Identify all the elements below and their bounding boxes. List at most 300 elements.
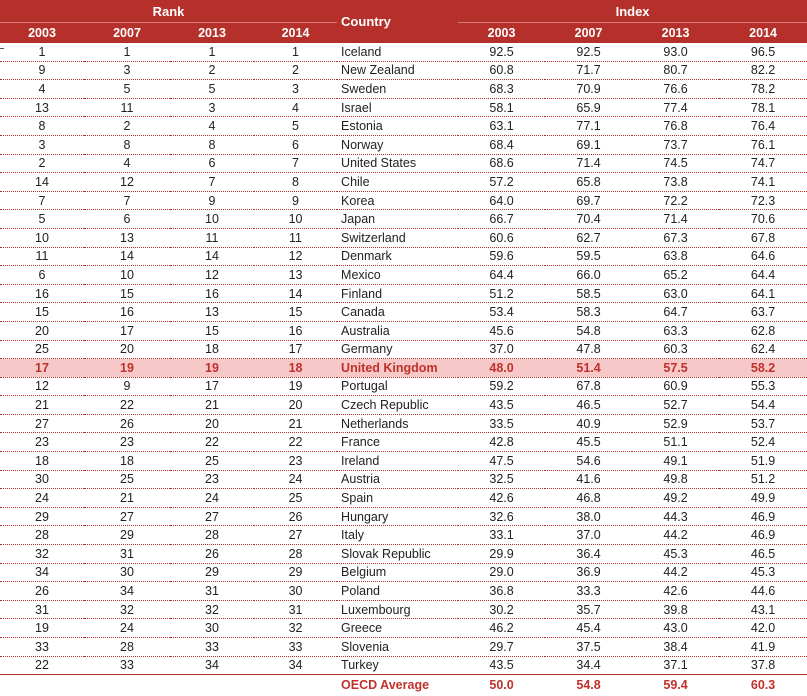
index-cell: 49.2 xyxy=(632,489,719,508)
rank-cell: 34 xyxy=(0,563,84,582)
rank-cell: 11 xyxy=(254,228,337,247)
index-cell: 76.6 xyxy=(632,80,719,99)
table-row xyxy=(0,582,807,601)
rank-cell: 2 xyxy=(170,61,254,80)
index-cell: 54.6 xyxy=(545,452,632,471)
table-row xyxy=(0,98,807,117)
rank-cell: 15 xyxy=(254,303,337,322)
index-year-header: 2003 xyxy=(458,23,545,43)
rank-cell: 12 xyxy=(254,247,337,266)
index-cell: 71.4 xyxy=(632,210,719,229)
country-cell: Spain xyxy=(337,489,458,508)
index-cell: 66.7 xyxy=(458,210,545,229)
rank-cell: 19 xyxy=(170,359,254,378)
index-cell: 72.3 xyxy=(719,191,807,210)
rank-cell: 28 xyxy=(254,545,337,564)
index-cell: 46.5 xyxy=(719,545,807,564)
index-year-header: 2014 xyxy=(719,23,807,43)
index-cell: 42.6 xyxy=(458,489,545,508)
table-row xyxy=(0,638,807,657)
index-cell: 49.9 xyxy=(719,489,807,508)
rank-cell: 24 xyxy=(254,470,337,489)
index-cell: 67.8 xyxy=(545,377,632,396)
index-cell: 70.4 xyxy=(545,210,632,229)
index-cell: 43.0 xyxy=(632,619,719,638)
rank-cell: 21 xyxy=(84,489,170,508)
country-cell: United States xyxy=(337,154,458,173)
index-cell: 69.1 xyxy=(545,135,632,154)
rank-group-header: Rank xyxy=(0,0,337,23)
index-cell: 82.2 xyxy=(719,61,807,80)
rank-cell: 18 xyxy=(0,452,84,471)
rank-cell: 32 xyxy=(84,600,170,619)
index-cell: 65.9 xyxy=(545,98,632,117)
country-cell: Belgium xyxy=(337,563,458,582)
rank-cell: 27 xyxy=(170,507,254,526)
index-cell: 47.8 xyxy=(545,340,632,359)
rank-cell: 25 xyxy=(254,489,337,508)
index-cell: 69.7 xyxy=(545,191,632,210)
rank-cell: 6 xyxy=(254,135,337,154)
table-row xyxy=(0,396,807,415)
index-cell: 46.2 xyxy=(458,619,545,638)
rank-cell: 16 xyxy=(170,284,254,303)
rank-cell: 17 xyxy=(170,377,254,396)
country-cell: Chile xyxy=(337,173,458,192)
index-cell: 76.1 xyxy=(719,135,807,154)
country-cell: Czech Republic xyxy=(337,396,458,415)
rank-cell: 29 xyxy=(170,563,254,582)
rank-cell: 29 xyxy=(84,526,170,545)
rank-cell: 24 xyxy=(170,489,254,508)
rank-cell: 7 xyxy=(0,191,84,210)
rank-cell: 16 xyxy=(0,284,84,303)
index-cell: 37.1 xyxy=(632,656,719,675)
index-cell: 40.9 xyxy=(545,414,632,433)
country-cell: Germany xyxy=(337,340,458,359)
rank-year-header: 2013 xyxy=(170,23,254,43)
country-cell: Israel xyxy=(337,98,458,117)
rank-cell: 31 xyxy=(254,600,337,619)
index-cell: 73.8 xyxy=(632,173,719,192)
table-row xyxy=(0,210,807,229)
rank-cell: 21 xyxy=(170,396,254,415)
rank-cell: 24 xyxy=(84,619,170,638)
country-cell: Estonia xyxy=(337,117,458,136)
index-cell: 39.8 xyxy=(632,600,719,619)
table-row xyxy=(0,600,807,619)
rank-cell: 31 xyxy=(170,582,254,601)
rank-cell: 22 xyxy=(0,656,84,675)
rank-year-header: 2007 xyxy=(84,23,170,43)
index-cell: 51.1 xyxy=(632,433,719,452)
empty-cell xyxy=(254,675,337,696)
rank-cell: 33 xyxy=(254,638,337,657)
rank-cell: 34 xyxy=(254,656,337,675)
index-cell: 62.4 xyxy=(719,340,807,359)
rank-cell: 32 xyxy=(0,545,84,564)
rank-cell: 25 xyxy=(84,470,170,489)
rank-cell: 11 xyxy=(170,228,254,247)
rank-cell: 16 xyxy=(84,303,170,322)
index-cell: 78.2 xyxy=(719,80,807,99)
rank-cell: 33 xyxy=(84,656,170,675)
table-row xyxy=(0,61,807,80)
rank-cell: 23 xyxy=(84,433,170,452)
rank-cell: 28 xyxy=(84,638,170,657)
rank-cell: 9 xyxy=(254,191,337,210)
rank-cell: 28 xyxy=(0,526,84,545)
table-row xyxy=(0,154,807,173)
country-cell: Turkey xyxy=(337,656,458,675)
rank-cell: 7 xyxy=(170,173,254,192)
index-cell: 29.9 xyxy=(458,545,545,564)
index-cell: 34.4 xyxy=(545,656,632,675)
country-cell: Slovak Republic xyxy=(337,545,458,564)
index-cell: 74.1 xyxy=(719,173,807,192)
index-cell: 58.2 xyxy=(719,359,807,378)
rank-cell: 13 xyxy=(170,303,254,322)
index-cell: 49.8 xyxy=(632,470,719,489)
rank-cell: 3 xyxy=(170,98,254,117)
index-cell: 45.6 xyxy=(458,321,545,340)
rank-cell: 26 xyxy=(0,582,84,601)
rank-cell: 20 xyxy=(84,340,170,359)
index-cell: 77.1 xyxy=(545,117,632,136)
index-cell: 43.1 xyxy=(719,600,807,619)
index-cell: 43.5 xyxy=(458,396,545,415)
rank-year-header: 2003 xyxy=(0,23,84,43)
rank-cell: 22 xyxy=(84,396,170,415)
rank-cell: 27 xyxy=(254,526,337,545)
index-cell: 29.7 xyxy=(458,638,545,657)
table-row xyxy=(0,545,807,564)
index-cell: 42.8 xyxy=(458,433,545,452)
index-cell: 76.8 xyxy=(632,117,719,136)
country-cell: Australia xyxy=(337,321,458,340)
rank-cell: 5 xyxy=(84,80,170,99)
rank-cell: 5 xyxy=(254,117,337,136)
rank-cell: 8 xyxy=(0,117,84,136)
average-index-cell: 59.4 xyxy=(632,675,719,696)
rank-cell: 15 xyxy=(170,321,254,340)
rank-cell: 4 xyxy=(0,80,84,99)
index-cell: 33.5 xyxy=(458,414,545,433)
index-cell: 65.8 xyxy=(545,173,632,192)
index-cell: 68.4 xyxy=(458,135,545,154)
index-cell: 64.4 xyxy=(458,266,545,285)
index-cell: 58.5 xyxy=(545,284,632,303)
table-row xyxy=(0,470,807,489)
rank-cell: 19 xyxy=(254,377,337,396)
rank-cell: 25 xyxy=(0,340,84,359)
rank-cell: 33 xyxy=(0,638,84,657)
index-cell: 80.7 xyxy=(632,61,719,80)
rank-cell: 17 xyxy=(0,359,84,378)
rank-cell: 10 xyxy=(84,266,170,285)
table-row xyxy=(0,43,807,62)
rank-cell: 12 xyxy=(0,377,84,396)
index-cell: 64.6 xyxy=(719,247,807,266)
index-cell: 37.8 xyxy=(719,656,807,675)
rank-cell: 2 xyxy=(84,117,170,136)
table-row xyxy=(0,340,807,359)
index-cell: 58.3 xyxy=(545,303,632,322)
rank-cell: 9 xyxy=(0,61,84,80)
country-cell: Austria xyxy=(337,470,458,489)
rank-cell: 4 xyxy=(170,117,254,136)
index-cell: 63.0 xyxy=(632,284,719,303)
index-cell: 36.9 xyxy=(545,563,632,582)
rank-cell: 5 xyxy=(170,80,254,99)
rank-cell: 23 xyxy=(170,470,254,489)
rank-cell: 25 xyxy=(170,452,254,471)
index-year-header: 2013 xyxy=(632,23,719,43)
rank-cell: 23 xyxy=(0,433,84,452)
index-cell: 68.3 xyxy=(458,80,545,99)
index-cell: 46.9 xyxy=(719,507,807,526)
index-cell: 70.6 xyxy=(719,210,807,229)
index-cell: 37.5 xyxy=(545,638,632,657)
rank-cell: 13 xyxy=(0,98,84,117)
rank-cell: 10 xyxy=(170,210,254,229)
rank-cell: 14 xyxy=(0,173,84,192)
rank-cell: 33 xyxy=(170,638,254,657)
rank-cell: 14 xyxy=(170,247,254,266)
index-cell: 42.6 xyxy=(632,582,719,601)
index-cell: 74.7 xyxy=(719,154,807,173)
rank-cell: 18 xyxy=(84,452,170,471)
rank-cell: 26 xyxy=(170,545,254,564)
rank-cell: 30 xyxy=(0,470,84,489)
index-cell: 71.4 xyxy=(545,154,632,173)
rank-cell: 23 xyxy=(254,452,337,471)
table-row xyxy=(0,247,807,266)
country-cell: Netherlands xyxy=(337,414,458,433)
rank-cell: 1 xyxy=(0,43,84,62)
index-cell: 66.0 xyxy=(545,266,632,285)
index-cell: 54.4 xyxy=(719,396,807,415)
empty-cell xyxy=(84,675,170,696)
rank-cell: 26 xyxy=(84,414,170,433)
rank-cell: 17 xyxy=(84,321,170,340)
index-cell: 63.1 xyxy=(458,117,545,136)
index-cell: 70.9 xyxy=(545,80,632,99)
index-cell: 30.2 xyxy=(458,600,545,619)
table-row xyxy=(0,377,807,396)
index-cell: 46.5 xyxy=(545,396,632,415)
table-row xyxy=(0,433,807,452)
rank-cell: 13 xyxy=(84,228,170,247)
table-row-highlighted xyxy=(0,359,807,378)
rank-cell: 31 xyxy=(84,545,170,564)
index-cell: 52.9 xyxy=(632,414,719,433)
rank-cell: 30 xyxy=(170,619,254,638)
rank-cell: 17 xyxy=(254,340,337,359)
country-cell: Mexico xyxy=(337,266,458,285)
rank-cell: 20 xyxy=(0,321,84,340)
index-cell: 46.9 xyxy=(719,526,807,545)
index-cell: 64.1 xyxy=(719,284,807,303)
rank-cell: 14 xyxy=(84,247,170,266)
rank-cell: 18 xyxy=(254,359,337,378)
table-row xyxy=(0,117,807,136)
rank-cell: 26 xyxy=(254,507,337,526)
index-year-header: 2007 xyxy=(545,23,632,43)
index-cell: 60.6 xyxy=(458,228,545,247)
rank-cell: 32 xyxy=(254,619,337,638)
country-cell: Ireland xyxy=(337,452,458,471)
index-cell: 93.0 xyxy=(632,43,719,62)
rank-cell: 34 xyxy=(84,582,170,601)
rank-cell: 31 xyxy=(0,600,84,619)
rank-cell: 3 xyxy=(84,61,170,80)
index-cell: 45.3 xyxy=(719,563,807,582)
index-cell: 36.4 xyxy=(545,545,632,564)
index-group-header: Index xyxy=(458,0,807,23)
rank-cell: 22 xyxy=(254,433,337,452)
rank-cell: 4 xyxy=(254,98,337,117)
index-cell: 41.9 xyxy=(719,638,807,657)
table-row xyxy=(0,266,807,285)
index-cell: 42.0 xyxy=(719,619,807,638)
index-cell: 96.5 xyxy=(719,43,807,62)
index-cell: 57.5 xyxy=(632,359,719,378)
index-cell: 53.7 xyxy=(719,414,807,433)
index-cell: 78.1 xyxy=(719,98,807,117)
table-row xyxy=(0,452,807,471)
rank-cell: 4 xyxy=(84,154,170,173)
table-row xyxy=(0,80,807,99)
rank-cell: 8 xyxy=(170,135,254,154)
index-cell: 74.5 xyxy=(632,154,719,173)
index-cell: 59.6 xyxy=(458,247,545,266)
index-cell: 58.1 xyxy=(458,98,545,117)
index-cell: 67.8 xyxy=(719,228,807,247)
index-cell: 45.4 xyxy=(545,619,632,638)
rank-cell: 14 xyxy=(254,284,337,303)
index-cell: 77.4 xyxy=(632,98,719,117)
index-cell: 45.3 xyxy=(632,545,719,564)
index-cell: 52.4 xyxy=(719,433,807,452)
rank-cell: 2 xyxy=(0,154,84,173)
empty-cell xyxy=(170,675,254,696)
rank-cell: 3 xyxy=(0,135,84,154)
rank-cell: 9 xyxy=(84,377,170,396)
table-row xyxy=(0,135,807,154)
rank-cell: 22 xyxy=(170,433,254,452)
country-cell: New Zealand xyxy=(337,61,458,80)
rank-cell: 20 xyxy=(254,396,337,415)
rank-cell: 34 xyxy=(170,656,254,675)
index-cell: 55.3 xyxy=(719,377,807,396)
index-cell: 44.2 xyxy=(632,563,719,582)
country-cell: Portugal xyxy=(337,377,458,396)
index-cell: 73.7 xyxy=(632,135,719,154)
index-cell: 41.6 xyxy=(545,470,632,489)
country-cell: Norway xyxy=(337,135,458,154)
rank-cell: 19 xyxy=(0,619,84,638)
rank-cell: 11 xyxy=(0,247,84,266)
index-cell: 33.3 xyxy=(545,582,632,601)
index-cell: 60.9 xyxy=(632,377,719,396)
rank-cell: 8 xyxy=(84,135,170,154)
rank-cell: 30 xyxy=(254,582,337,601)
rank-cell: 15 xyxy=(84,284,170,303)
country-cell: Japan xyxy=(337,210,458,229)
index-cell: 92.5 xyxy=(545,43,632,62)
table-row xyxy=(0,526,807,545)
rank-cell: 5 xyxy=(0,210,84,229)
rank-cell: 32 xyxy=(170,600,254,619)
index-cell: 32.6 xyxy=(458,507,545,526)
rank-cell: 16 xyxy=(254,321,337,340)
table-row xyxy=(0,191,807,210)
index-cell: 44.2 xyxy=(632,526,719,545)
rank-cell: 15 xyxy=(0,303,84,322)
index-cell: 44.3 xyxy=(632,507,719,526)
rank-cell: 19 xyxy=(84,359,170,378)
group-header-row xyxy=(0,0,807,23)
rank-cell: 10 xyxy=(254,210,337,229)
table-header xyxy=(0,0,807,43)
index-cell: 54.8 xyxy=(545,321,632,340)
rank-cell: 27 xyxy=(84,507,170,526)
index-cell: 62.7 xyxy=(545,228,632,247)
rank-cell: 1 xyxy=(254,43,337,62)
index-cell: 33.1 xyxy=(458,526,545,545)
average-label: OECD Average xyxy=(337,675,458,696)
rank-cell: 18 xyxy=(170,340,254,359)
rank-cell: 27 xyxy=(0,414,84,433)
rank-cell: 8 xyxy=(254,173,337,192)
table-row xyxy=(0,173,807,192)
rank-cell: 28 xyxy=(170,526,254,545)
index-cell: 62.8 xyxy=(719,321,807,340)
country-header: Country xyxy=(337,0,458,43)
rank-cell: 29 xyxy=(254,563,337,582)
country-cell: Korea xyxy=(337,191,458,210)
index-cell: 37.0 xyxy=(458,340,545,359)
empty-cell xyxy=(0,675,84,696)
index-cell: 52.7 xyxy=(632,396,719,415)
index-cell: 60.3 xyxy=(632,340,719,359)
rank-cell: 24 xyxy=(0,489,84,508)
rank-cell: 1 xyxy=(84,43,170,62)
table-row xyxy=(0,619,807,638)
rank-cell: 12 xyxy=(170,266,254,285)
average-index-cell: 50.0 xyxy=(458,675,545,696)
rank-cell: 21 xyxy=(0,396,84,415)
index-cell: 36.8 xyxy=(458,582,545,601)
index-cell: 35.7 xyxy=(545,600,632,619)
country-cell: Italy xyxy=(337,526,458,545)
index-cell: 63.7 xyxy=(719,303,807,322)
country-cell: Luxembourg xyxy=(337,600,458,619)
index-cell: 72.2 xyxy=(632,191,719,210)
rank-cell: 3 xyxy=(254,80,337,99)
index-cell: 53.4 xyxy=(458,303,545,322)
index-cell: 64.7 xyxy=(632,303,719,322)
rank-cell: 11 xyxy=(84,98,170,117)
rank-cell: 1 xyxy=(170,43,254,62)
index-cell: 38.4 xyxy=(632,638,719,657)
country-cell: Iceland xyxy=(337,43,458,62)
index-cell: 47.5 xyxy=(458,452,545,471)
country-cell: France xyxy=(337,433,458,452)
index-cell: 76.4 xyxy=(719,117,807,136)
index-cell: 63.8 xyxy=(632,247,719,266)
